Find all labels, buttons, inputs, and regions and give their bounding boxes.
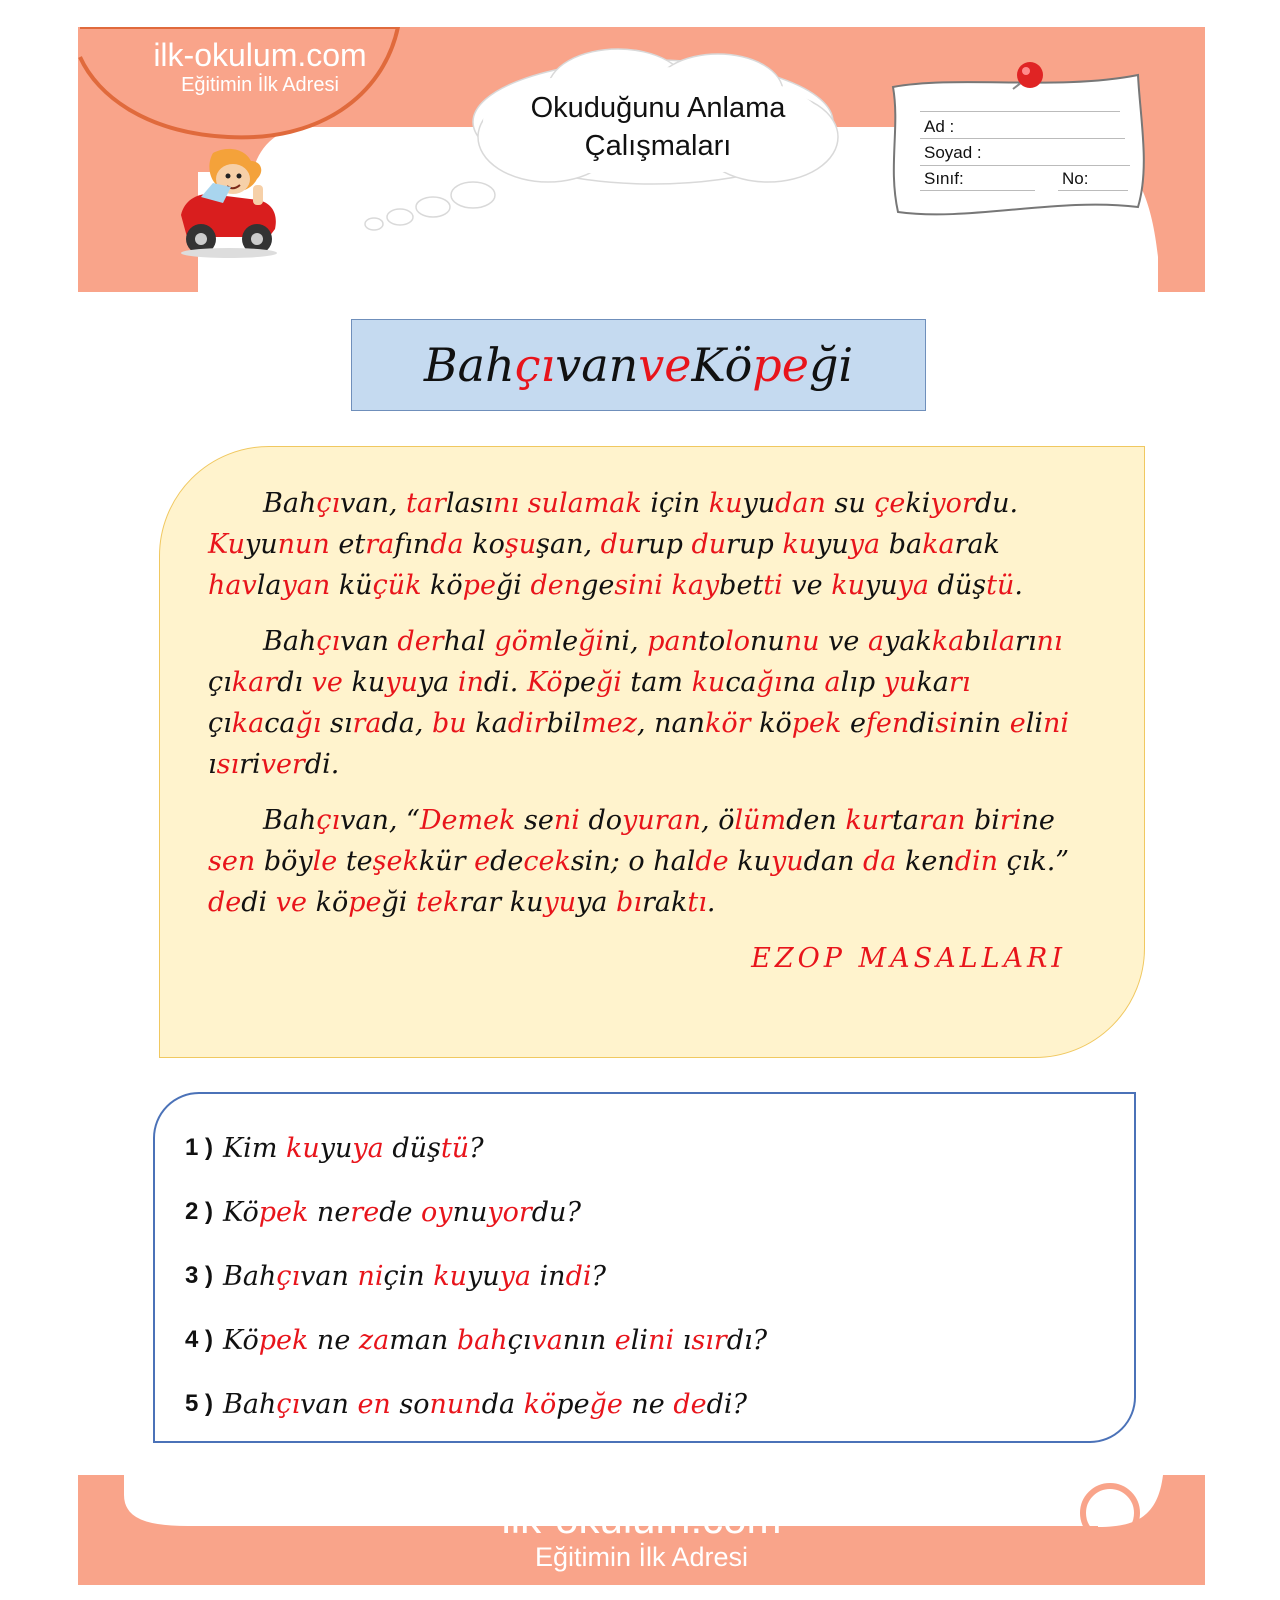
story-paragraph-3 xyxy=(208,800,1086,923)
question-syllable: ne xyxy=(308,1324,359,1356)
story-syllable: in xyxy=(457,667,484,698)
story-syllable: çık.” xyxy=(998,846,1070,877)
question-item xyxy=(185,1180,1104,1244)
story-syllable: Bah xyxy=(263,805,317,836)
story-syllable: rı xyxy=(1014,626,1037,657)
story-syllable: la xyxy=(990,626,1015,657)
car-mascot-icon xyxy=(173,145,283,260)
question-text xyxy=(223,1261,606,1292)
story-syllable: na xyxy=(782,667,825,698)
story-syllable: lası xyxy=(445,488,494,519)
question-syllable: man xyxy=(389,1324,457,1356)
story-syllable: sen xyxy=(208,846,256,877)
student-info-card xyxy=(912,81,1162,231)
story-syllable: tam xyxy=(621,667,692,698)
question-syllable: ı xyxy=(674,1324,692,1356)
story-syllable: su xyxy=(825,488,875,519)
story-syllable: ku xyxy=(831,570,865,601)
question-syllable: oy xyxy=(421,1196,453,1228)
story-syllable: ya xyxy=(417,667,458,698)
story-syllable: , xyxy=(636,708,655,739)
question-syllable: Bah xyxy=(223,1260,277,1292)
number-label: No: xyxy=(1062,169,1089,188)
story-syllable: nin xyxy=(957,708,1010,739)
story-syllable: den xyxy=(786,805,846,836)
story-syllable: bı xyxy=(616,887,642,918)
title-syllable: Kö xyxy=(691,338,753,392)
story-syllable: ca xyxy=(725,667,757,698)
story-syllable: böy xyxy=(255,846,313,877)
story-syllable: van, xyxy=(340,488,406,519)
story-syllable: yu xyxy=(770,846,804,877)
question-number: 5 ) xyxy=(185,1390,214,1417)
title-syllable: çı xyxy=(514,338,556,392)
story-syllable: ğı xyxy=(295,708,322,739)
story-syllable: ka xyxy=(916,667,949,698)
story-syllable: ba xyxy=(880,529,923,560)
story-title xyxy=(351,319,926,411)
question-syllable: de xyxy=(379,1196,422,1228)
story-syllable: la xyxy=(256,570,282,601)
title-syllable: ği xyxy=(808,338,854,392)
story-syllable: De xyxy=(419,805,458,836)
story-syllable: ri xyxy=(239,749,261,780)
story-syllable: ku xyxy=(691,667,726,698)
questions-box xyxy=(153,1092,1136,1443)
story-syllable: pek xyxy=(791,708,842,739)
story-syllable: du xyxy=(691,529,727,560)
question-syllable: çı xyxy=(276,1260,301,1292)
story-syllable: ne xyxy=(1021,805,1055,836)
story-syllable: bi xyxy=(965,805,1000,836)
title-syllable: ve xyxy=(638,338,692,392)
story-syllable: di xyxy=(241,887,276,918)
question-syllable: e xyxy=(614,1324,631,1356)
story-syllable: şek xyxy=(372,846,419,877)
story-syllable: yak xyxy=(884,626,932,657)
question-syllable: di xyxy=(565,1260,592,1292)
story-syllable: fın xyxy=(394,529,431,560)
story-syllable: sula xyxy=(527,488,584,519)
story-syllable: çe xyxy=(874,488,906,519)
story-syllable: kö xyxy=(307,887,349,918)
question-syllable: da xyxy=(481,1388,524,1420)
story-syllable: ca xyxy=(264,708,296,739)
story-syllable: ran xyxy=(918,805,966,836)
question-syllable: sır xyxy=(691,1324,727,1356)
surname-rule xyxy=(920,138,1125,139)
story-syllable: ği xyxy=(595,667,622,698)
story-syllable: nun xyxy=(277,529,330,560)
story-syllable: nu xyxy=(750,626,785,657)
story-syllable: rup xyxy=(635,529,692,560)
story-syllable: kur xyxy=(845,805,893,836)
surname-label: Soyad : xyxy=(924,143,982,162)
story-syllable: bı xyxy=(964,626,991,657)
story-syllable: pe xyxy=(462,570,496,601)
question-number: 2 ) xyxy=(185,1198,214,1225)
story-syllable: ı xyxy=(208,749,217,780)
story-syllable: yu xyxy=(543,887,577,918)
question-number: 1 ) xyxy=(185,1134,214,1161)
story-syllable: ği xyxy=(578,626,605,657)
story-syllable: fen xyxy=(865,708,910,739)
story-syllable: kör xyxy=(705,708,751,739)
story-syllable: ran xyxy=(654,805,702,836)
question-syllable: Kö xyxy=(223,1324,259,1356)
story-syllable: Bah xyxy=(263,488,317,519)
story-syllable: rup xyxy=(726,529,783,560)
story-syllable: yu xyxy=(621,805,655,836)
question-syllable: dı? xyxy=(726,1324,768,1356)
story-syllable: ve xyxy=(819,626,868,657)
story-syllable: ki xyxy=(905,488,931,519)
question-syllable: pek xyxy=(258,1196,309,1228)
question-syllable: va xyxy=(531,1324,563,1356)
story-syllable: mek xyxy=(457,805,516,836)
question-syllable: di? xyxy=(706,1388,748,1420)
worksheet-heading-line2: Çalışmaları xyxy=(584,130,732,162)
question-syllable: kö xyxy=(523,1388,557,1420)
story-syllable: ve xyxy=(311,667,343,698)
story-syllable: a xyxy=(824,667,841,698)
story-syllable: le xyxy=(553,626,579,657)
story-syllable: ya xyxy=(576,887,617,918)
story-syllable: kö xyxy=(421,570,463,601)
worksheet-heading xyxy=(488,89,828,165)
story-syllable: ği xyxy=(495,570,531,601)
footer-banner xyxy=(78,1475,1205,1585)
question-syllable: Kim xyxy=(223,1132,287,1164)
story-syllable: a xyxy=(867,626,885,657)
story-syllable: hav xyxy=(208,570,257,601)
question-syllable: pe xyxy=(556,1388,590,1420)
story-syllable: rı xyxy=(948,667,971,698)
story-syllable: tı xyxy=(687,887,707,918)
story-syllable: ni xyxy=(553,805,580,836)
story-syllable: bil xyxy=(546,708,582,739)
class-label: Sınıf: xyxy=(924,169,964,188)
story-author: EZOP MASALLARI xyxy=(751,943,1066,974)
story-syllable: mak xyxy=(583,488,642,519)
story-paragraph-1 xyxy=(208,483,1086,606)
question-syllable: de xyxy=(673,1388,707,1420)
number-underline xyxy=(1058,190,1128,191)
question-syllable: du? xyxy=(531,1196,581,1228)
story-syllable: du xyxy=(600,529,636,560)
story-syllable: di. xyxy=(483,667,527,698)
story-syllable: yan xyxy=(281,570,331,601)
title-syllable: Bah xyxy=(423,338,515,392)
question-syllable: ni xyxy=(357,1260,384,1292)
story-syllable: da xyxy=(430,529,464,560)
header-site-title: ilk-okulum.com xyxy=(153,37,367,73)
story-syllable: hal xyxy=(443,626,495,657)
story-syllable: hal xyxy=(653,846,696,877)
story-syllable: şu xyxy=(504,529,537,560)
story-syllable: de xyxy=(208,887,242,918)
story-syllable: çı xyxy=(208,667,232,698)
story-syllable: kür xyxy=(418,846,475,877)
story-syllable: to xyxy=(698,626,726,657)
story-syllable: ve xyxy=(275,887,308,918)
story-syllable: lo xyxy=(725,626,750,657)
story-syllable: Kö xyxy=(526,667,563,698)
question-syllable: za xyxy=(358,1324,390,1356)
story-syllable: ti xyxy=(763,570,783,601)
story-syllable: bet xyxy=(719,570,764,601)
story-syllable: yu xyxy=(742,488,776,519)
question-text xyxy=(223,1389,747,1420)
question-syllable: çin xyxy=(383,1260,434,1292)
story-syllable: bu xyxy=(432,708,467,739)
story-syllable: nu xyxy=(784,626,820,657)
story-syllable: lıp xyxy=(840,667,884,698)
question-syllable: nun xyxy=(429,1388,482,1420)
story-syllable: ra xyxy=(365,529,395,560)
story-syllable: sı xyxy=(216,749,240,780)
story-syllable: ku xyxy=(342,667,386,698)
story-syllable: ğı xyxy=(756,667,783,698)
worksheet-heading-line1: Okuduğunu Anlama xyxy=(530,92,786,124)
question-syllable: ne xyxy=(622,1388,674,1420)
story-syllable: di. xyxy=(304,749,340,780)
story-syllable: da xyxy=(863,846,897,877)
story-syllable: si xyxy=(935,708,958,739)
story-syllable: dı xyxy=(277,667,312,698)
question-syllable: in xyxy=(530,1260,566,1292)
question-syllable: yor xyxy=(487,1196,532,1228)
story-syllable: ka xyxy=(466,708,508,739)
story-syllable: se xyxy=(515,805,554,836)
story-syllable: do xyxy=(579,805,622,836)
story-syllable: dir xyxy=(507,708,547,739)
story-box xyxy=(159,446,1145,1058)
question-syllable: ku xyxy=(433,1260,467,1292)
story-syllable: ni xyxy=(604,626,631,657)
story-syllable: di xyxy=(909,708,936,739)
story-syllable: yu xyxy=(864,570,898,601)
story-syllable: sı xyxy=(321,708,353,739)
story-syllable: tar xyxy=(406,488,446,519)
question-syllable: ne xyxy=(308,1196,351,1228)
question-syllable: ? xyxy=(469,1132,484,1164)
question-syllable: çı xyxy=(276,1388,301,1420)
story-syllable: ku xyxy=(708,488,743,519)
story-syllable: nı xyxy=(1036,626,1063,657)
story-syllable: e xyxy=(1009,708,1026,739)
question-syllable: düş xyxy=(383,1132,441,1164)
header-site-subtitle: Eğitimin İlk Adresi xyxy=(181,74,339,96)
question-syllable: li xyxy=(630,1324,649,1356)
story-syllable: şan, xyxy=(536,529,601,560)
story-syllable: rar xyxy=(459,887,510,918)
question-syllable: van xyxy=(300,1260,358,1292)
story-syllable: düş xyxy=(928,570,987,601)
story-syllable: din xyxy=(954,846,999,877)
story-syllable: tek xyxy=(416,887,460,918)
story-syllable: Ku xyxy=(208,529,245,560)
story-syllable: çı xyxy=(316,488,341,519)
story-syllable: ken xyxy=(896,846,955,877)
story-syllable: mez xyxy=(581,708,637,739)
story-syllable: de xyxy=(695,846,729,877)
story-syllable: çı xyxy=(208,708,232,739)
story-syllable: cek xyxy=(523,846,571,877)
story-syllable: le xyxy=(312,846,338,877)
story-syllable: ko xyxy=(463,529,505,560)
story-syllable: te xyxy=(337,846,373,877)
question-syllable: ya xyxy=(352,1132,384,1164)
story-syllable: dan xyxy=(803,846,863,877)
story-syllable: dan xyxy=(775,488,826,519)
story-syllable: ra xyxy=(352,708,382,739)
question-syllable: ? xyxy=(591,1260,606,1292)
story-syllable: pe xyxy=(348,887,382,918)
footer-site-title: ilk-okulum.com xyxy=(501,1495,782,1542)
question-text xyxy=(223,1197,581,1228)
story-syllable: ni xyxy=(1043,708,1070,739)
story-syllable: ku xyxy=(782,529,817,560)
story-syllable: der xyxy=(397,626,444,657)
question-syllable: bah xyxy=(456,1324,508,1356)
story-syllable: den xyxy=(530,570,582,601)
story-syllable: ka xyxy=(922,529,955,560)
story-syllable: sin xyxy=(570,846,611,877)
question-syllable: van xyxy=(300,1388,358,1420)
story-syllable: kö xyxy=(750,708,792,739)
story-syllable: , ö xyxy=(701,805,735,836)
question-syllable: ya xyxy=(499,1260,531,1292)
question-text xyxy=(223,1325,767,1356)
story-syllable: e xyxy=(474,846,491,877)
question-number: 4 ) xyxy=(185,1326,214,1353)
question-syllable: ğe xyxy=(589,1388,623,1420)
story-syllable: nan xyxy=(654,708,706,739)
question-syllable: pek xyxy=(258,1324,309,1356)
question-number: 3 ) xyxy=(185,1262,214,1289)
header-banner xyxy=(78,27,1205,292)
story-syllable: . xyxy=(706,887,716,918)
story-syllable: van xyxy=(340,626,398,657)
story-syllable: yor xyxy=(930,488,975,519)
title-syllable: pe xyxy=(752,338,809,392)
story-syllable: pan xyxy=(647,626,698,657)
question-syllable: Kö xyxy=(223,1196,259,1228)
story-syllable: da, xyxy=(381,708,433,739)
question-item xyxy=(185,1116,1104,1180)
story-syllable: göm xyxy=(494,626,554,657)
story-syllable: rak xyxy=(641,887,688,918)
story-syllable: du. xyxy=(974,488,1019,519)
story-syllable: ver xyxy=(260,749,305,780)
question-syllable: çı xyxy=(507,1324,532,1356)
story-syllable: çı xyxy=(316,805,341,836)
story-syllable: , xyxy=(630,626,648,657)
story-syllable: ge xyxy=(581,570,615,601)
story-syllable: yu xyxy=(816,529,849,560)
story-syllable: van, “ xyxy=(340,805,420,836)
question-syllable: re xyxy=(350,1196,380,1228)
name-label: Ad : xyxy=(924,117,955,136)
question-item xyxy=(185,1372,1104,1436)
story-syllable: ya xyxy=(897,570,929,601)
story-syllable: ; o xyxy=(610,846,654,877)
story-syllable: . xyxy=(1014,570,1023,601)
story-syllable: ka xyxy=(231,708,265,739)
story-paragraph-2 xyxy=(208,621,1086,785)
footer-site-subtitle: Eğitimin İlk Adresi xyxy=(534,1542,749,1572)
class-underline xyxy=(920,190,1035,191)
story-syllable: de xyxy=(490,846,524,877)
story-syllable: et xyxy=(329,529,366,560)
story-syllable: sini xyxy=(614,570,663,601)
story-syllable: yu xyxy=(244,529,278,560)
story-syllable: Bah xyxy=(263,626,317,657)
question-syllable: en xyxy=(357,1388,391,1420)
story-syllable: için xyxy=(641,488,709,519)
story-syllable: çük xyxy=(372,570,422,601)
question-syllable: nın xyxy=(562,1324,615,1356)
question-syllable: ni xyxy=(648,1324,675,1356)
story-syllable: li xyxy=(1025,708,1043,739)
title-syllable: van xyxy=(555,338,639,392)
story-syllable: kay xyxy=(662,570,720,601)
story-syllable: ku xyxy=(509,887,544,918)
question-text xyxy=(223,1133,484,1164)
question-item xyxy=(185,1244,1104,1308)
story-syllable: kar xyxy=(231,667,278,698)
story-syllable: ği xyxy=(381,887,416,918)
story-syllable: rak xyxy=(954,529,1000,560)
story-syllable: tü xyxy=(986,570,1015,601)
story-syllable: lüm xyxy=(734,805,787,836)
question-syllable: tü xyxy=(440,1132,470,1164)
story-syllable: çı xyxy=(316,626,341,657)
name-rule xyxy=(920,111,1120,112)
story-syllable: pe xyxy=(562,667,596,698)
story-syllable: ta xyxy=(892,805,919,836)
question-syllable: nu xyxy=(452,1196,488,1228)
story-syllable: kü xyxy=(330,570,373,601)
story-syllable: e xyxy=(841,708,866,739)
story-syllable: ya xyxy=(848,529,881,560)
story-syllable: ri xyxy=(999,805,1022,836)
question-syllable: so xyxy=(390,1388,430,1420)
story-syllable: ve xyxy=(782,570,832,601)
question-syllable: yu xyxy=(466,1260,500,1292)
story-syllable: yu xyxy=(385,667,418,698)
question-syllable: yu xyxy=(319,1132,353,1164)
question-item xyxy=(185,1308,1104,1372)
story-syllable: yu xyxy=(883,667,917,698)
story-syllable: nı xyxy=(493,488,528,519)
question-syllable: ku xyxy=(286,1132,320,1164)
class-rule xyxy=(920,165,1130,166)
question-syllable: Bah xyxy=(223,1388,277,1420)
story-syllable: ka xyxy=(931,626,965,657)
story-syllable: ku xyxy=(728,846,771,877)
